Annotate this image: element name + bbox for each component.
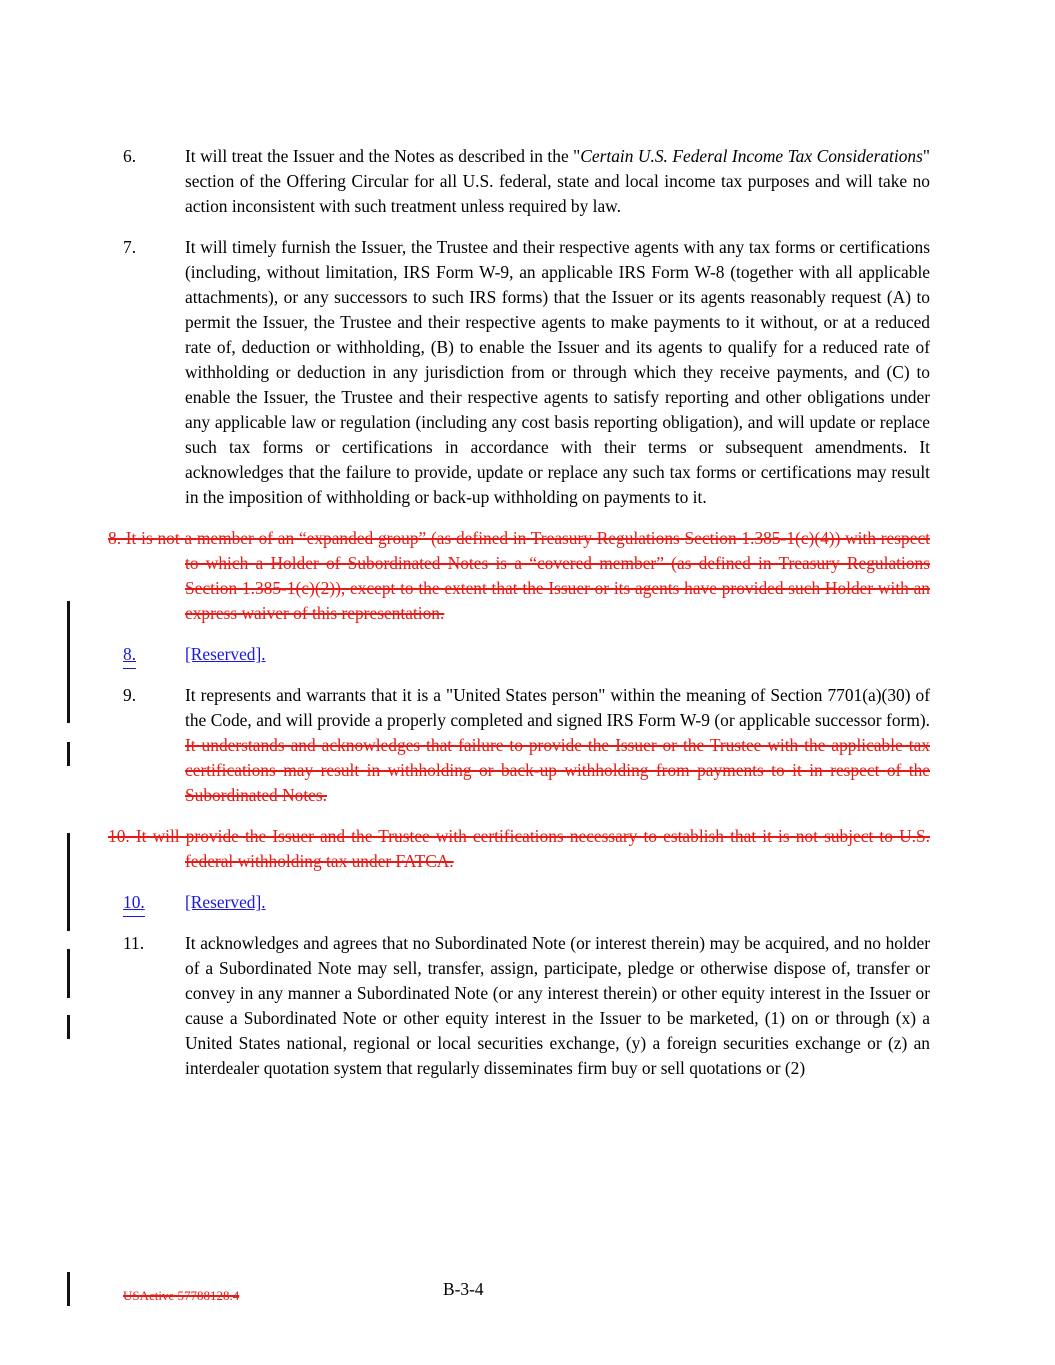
paragraph-10-deleted	[108, 824, 930, 874]
paragraph-10-deleted-text: 10. It will provide the Issuer and the Trustee with certifications necessary to establish that it is not subject to U.S. federal withholding tax under FATCA.	[108, 826, 930, 871]
paragraph-10-reserved-body	[185, 890, 930, 915]
change-bar-paragraph-8-deleted	[67, 601, 70, 723]
paragraph-6-run-italic: Certain U.S. Federal Income Tax Considerations	[580, 146, 923, 166]
paragraph-9-text	[185, 683, 930, 808]
footer-page-number: B-3-4	[443, 1279, 484, 1299]
paragraph-11-number: 11.	[123, 933, 145, 953]
paragraph-7	[123, 235, 930, 510]
paragraph-8-reserved-text: [Reserved].	[185, 644, 266, 664]
paragraph-7-number: 7.	[123, 237, 137, 257]
paragraph-10-reserved-number: 10.	[123, 890, 145, 917]
paragraph-11	[123, 931, 930, 1081]
change-bar-paragraph-8-reserved	[67, 742, 70, 766]
paragraph-6-number: 6.	[123, 146, 137, 166]
paragraph-8-reserved	[123, 642, 930, 667]
paragraph-9-number: 9.	[123, 685, 137, 705]
paragraph-10-reserved	[123, 890, 930, 915]
paragraph-8-deleted	[108, 526, 930, 626]
paragraph-6	[123, 144, 930, 219]
paragraph-9-run-deleted: It understands and acknowledges that failure to provide the Issuer or the Trustee with the applicable tax certifications may result in withholding or back-up withholding from payments to it in respect of the Subordinated Notes.	[185, 735, 930, 805]
paragraph-8-reserved-number: 8.	[123, 642, 136, 669]
paragraph-10-reserved-text: [Reserved].	[185, 892, 266, 912]
change-bar-paragraph-9	[67, 833, 70, 931]
paragraph-6-run-normal-2: " section of the Offering Circular for all U.S. federal, state and local income tax purposes and will take no action inconsistent with such treatment unless required by law.	[185, 146, 930, 216]
paragraph-8-reserved-body	[185, 642, 930, 667]
paragraph-6-run-normal: It will treat the Issuer and the Notes as described in the "	[185, 146, 581, 166]
paragraph-11-text: It acknowledges and agrees that no Subordinated Note (or interest therein) may be acquired, and no holder of a Subordinated Note may sell, transfer, assign, participate, pledge or otherwise dispose of, transfer or convey in any manner a Subordinated Note (or any interest therein) or other equity interest in the Issuer or cause a Subordinated Note or other equity interest in the Issuer to be marketed, (1) on or through (x) a United States national, regional or local securities exchange, (y) a foreign securities exchange or (z) an interdealer quotation system that regularly disseminates firm buy or sell quotations or (2)	[185, 933, 930, 1078]
paragraph-9	[123, 683, 930, 808]
paragraph-8-deleted-text: 8. It is not a member of an “expanded group” (as defined in Treasury Regulations Section 1.385-1(c)(4)) with respect to which a Holder of Subordinated Notes is a “covered member” (as defined in Treasury Regulations Section 1.385-1(c)(2)), except to the extent that the Issuer or its agents have provided such Holder with an express waiver of this representation.	[108, 528, 930, 623]
document-body	[108, 144, 930, 1097]
change-bar-footer	[67, 1272, 70, 1306]
paragraph-7-text: It will timely furnish the Issuer, the Trustee and their respective agents with any tax forms or certifications (including, without limitation, IRS Form W-9, an applicable IRS Form W-8 (together with all applicable attachments), or any successors to such IRS forms) that the Issuer or its agents reasonably request (A) to permit the Issuer, the Trustee and their respective agents to make payments to it without, or at a reduced rate of, deduction or withholding, (B) to enable the Issuer and its agents to qualify for a reduced rate of withholding or deduction in any jurisdiction from or through which they receive payments, and (C) to enable the Issuer, the Trustee and their respective agents to satisfy reporting and other obligations under any applicable law or regulation (including any cost basis reporting obligation), and will update or replace such tax forms or certifications in accordance with their terms or subsequent amendments. It acknowledges that the failure to provide, update or replace any such tax forms or certifications may result in the imposition of withholding or back-up withholding on payments to it.	[185, 237, 930, 507]
footer-document-id: USActive 57788128.4	[123, 1288, 240, 1303]
change-bar-paragraph-10-deleted	[67, 949, 70, 998]
paragraph-9-run-normal: It represents and warrants that it is a "United States person" within the meaning of Section 7701(a)(30) of the Code, and will provide a properly completed and signed IRS Form W-9 (or applicable successor form).	[185, 685, 930, 730]
paragraph-6-text	[185, 144, 930, 219]
change-bar-paragraph-10-reserved	[67, 1015, 70, 1039]
